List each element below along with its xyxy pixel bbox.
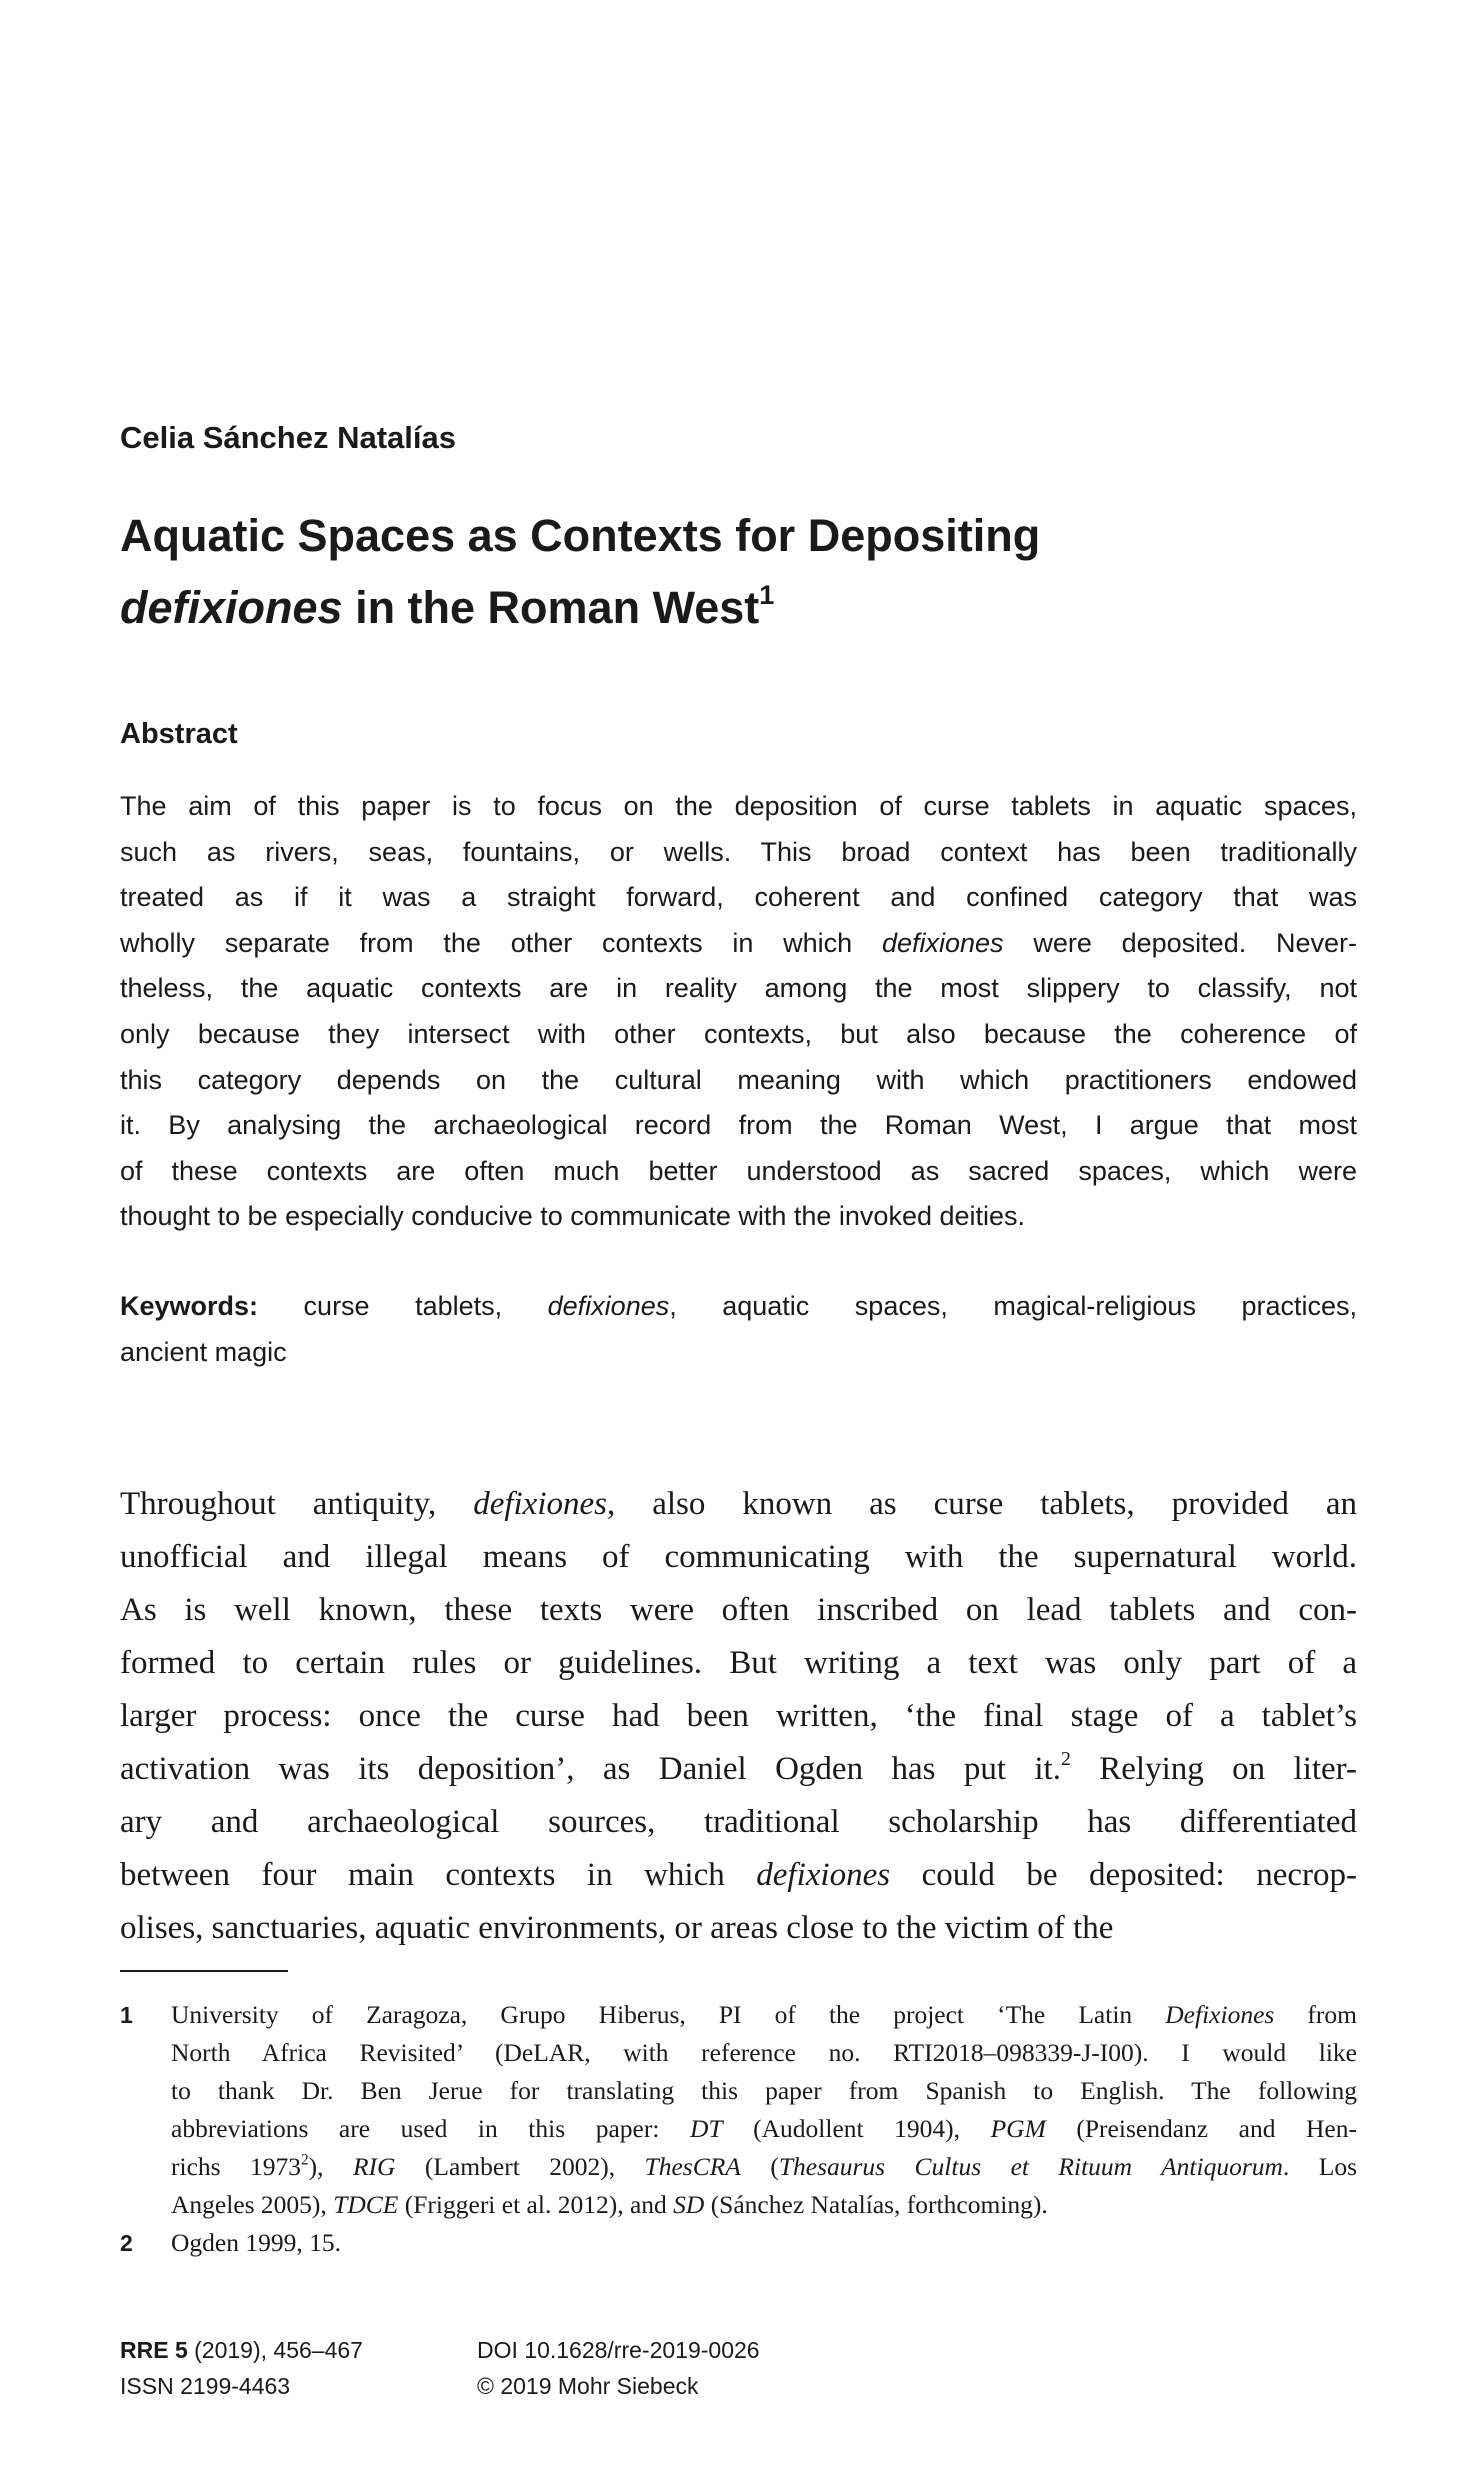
- text-segment: defixiones: [756, 1857, 891, 1893]
- text-segment: were deposited. Never-: [1003, 927, 1357, 958]
- text-segment: SD: [673, 2190, 705, 2219]
- text-segment: The aim of this paper is to focus on the deposition of curse tablets in aquatic spaces,: [120, 791, 1357, 821]
- text-segment: olises, sanctuaries, aquatic environments, or areas close to the victim of the: [120, 1910, 1114, 1946]
- text-line: [120, 1637, 1357, 1690]
- footnote-number: 1: [120, 2002, 133, 2028]
- text-segment: (Preisendanz and Hen-: [1045, 2114, 1357, 2143]
- text-line: [120, 1531, 1357, 1584]
- text-line: [120, 875, 1357, 921]
- text-segment: formed to certain rules or guidelines. But writing a text was only part of a: [120, 1645, 1357, 1681]
- footnote-text: [171, 2224, 1357, 2262]
- title-line-1: Aquatic Spaces as Contexts for Depositing: [120, 510, 1041, 561]
- text-segment: Ogden 1999, 15.: [171, 2228, 341, 2257]
- text-line: [120, 1149, 1357, 1195]
- text-segment: Thesaurus Cultus et Rituum Antiquorum: [778, 2152, 1283, 2181]
- text-segment: this category depends on the cultural meaning with which practitioners endowed: [120, 1064, 1357, 1095]
- text-line: [171, 2110, 1357, 2148]
- text-line: [120, 1012, 1357, 1058]
- text-line: [120, 1058, 1357, 1104]
- publication-footer: [120, 2332, 760, 2404]
- text-segment: (Sánchez Natalías, forthcoming).: [704, 2190, 1048, 2219]
- text-segment: of these contexts are often much better understood as sacred spaces, which were: [120, 1155, 1357, 1186]
- title-line-2: [120, 572, 1040, 644]
- text-line: [120, 1849, 1357, 1902]
- text-segment: activation was its deposition’, as Daniel Ogden has put it.: [120, 1751, 1061, 1787]
- doi-block: [477, 2332, 760, 2404]
- text-line: [171, 2186, 1357, 2224]
- text-segment: thought to be especially conducive to communicate with the invoked deities.: [120, 1201, 1026, 1232]
- text-segment: treated as if it was a straight forward, coherent and confined category that was: [120, 882, 1357, 913]
- article-title: [120, 500, 1040, 644]
- footnote-2: [120, 2224, 1357, 2262]
- text-segment: defixiones: [881, 927, 1004, 958]
- text-line: [120, 1743, 1357, 1796]
- text-segment: Defixiones: [1165, 2000, 1275, 2029]
- footnote-reference[interactable]: 2: [1060, 1748, 1071, 1771]
- text-segment: . Los: [1282, 2152, 1357, 2181]
- text-segment: only because they intersect with other contexts, but also because the coherence of: [120, 1018, 1357, 1049]
- text-segment: from: [1274, 2000, 1357, 2029]
- text-segment: DT: [689, 2114, 723, 2143]
- text-segment: ancient magic: [120, 1336, 287, 1367]
- text-segment: (Audollent 1904),: [722, 2114, 991, 2143]
- text-segment: As is well known, these texts were often inscribed on lead tablets and con-: [120, 1592, 1357, 1628]
- text-segment: abbreviations are used in this paper:: [171, 2114, 690, 2143]
- title-rest: in the Roman West: [342, 582, 760, 633]
- text-line: [120, 1284, 1357, 1330]
- text-segment: such as rivers, seas, fountains, or wells. This broad context has been traditionally: [120, 836, 1357, 867]
- footnote-1: [120, 1996, 1357, 2224]
- text-segment: between four main contexts in which: [120, 1857, 757, 1893]
- text-line: [171, 2148, 1357, 2186]
- text-segment: to thank Dr. Ben Jerue for translating this paper from Spanish to English. The following: [171, 2076, 1357, 2105]
- footnote-text: [171, 1996, 1357, 2224]
- text-segment: wholly separate from the other contexts in which: [120, 927, 882, 958]
- keywords: [120, 1284, 1357, 1375]
- abstract-text: [120, 784, 1357, 1240]
- text-segment: (Friggeri et al. 2012), and: [398, 2190, 674, 2219]
- text-segment: Throughout antiquity,: [120, 1486, 474, 1522]
- text-line: [120, 830, 1357, 876]
- text-line: [120, 1330, 1357, 1376]
- text-line: [120, 1690, 1357, 1743]
- text-segment: larger process: once the curse had been written, ‘the final stage of a tablet’s: [120, 1698, 1357, 1734]
- footnote-reference[interactable]: 2: [301, 2151, 309, 2169]
- text-segment: curse tablets,: [258, 1291, 548, 1321]
- body-text: [120, 1478, 1357, 1955]
- text-segment: could be deposited: necrop-: [890, 1857, 1357, 1893]
- journal-volume: RRE 5: [120, 2337, 188, 2363]
- text-line: [120, 1584, 1357, 1637]
- journal-citation: [120, 2332, 363, 2368]
- text-line: [120, 1902, 1357, 1955]
- text-segment: ),: [308, 2152, 353, 2181]
- text-line: [120, 966, 1357, 1012]
- text-segment: theless, the aquatic contexts are in reality among the most slippery to classify, not: [120, 973, 1357, 1004]
- text-segment: , also known as curse tablets, provided an: [607, 1486, 1358, 1522]
- text-segment: Angeles 2005),: [171, 2190, 334, 2219]
- title-italic-term: defixiones: [120, 582, 343, 633]
- text-segment: defixiones: [547, 1291, 670, 1321]
- abstract-heading: Abstract: [120, 718, 238, 750]
- copyright: © 2019 Mohr Siebeck: [477, 2373, 699, 2399]
- text-segment: University of Zaragoza, Grupo Hiberus, PI of the project ‘The Latin: [171, 2000, 1166, 2029]
- text-segment: ary and archaeological sources, traditional scholarship has differentiated: [120, 1804, 1357, 1840]
- text-segment: richs 1973: [171, 2152, 302, 2181]
- text-line: [120, 1478, 1357, 1531]
- author-name: Celia Sánchez Natalías: [120, 420, 456, 455]
- text-segment: unofficial and illegal means of communicating with the supernatural world.: [120, 1539, 1357, 1575]
- text-segment: TDCE: [333, 2190, 399, 2219]
- text-line: [171, 1996, 1357, 2034]
- text-segment: defixiones: [473, 1486, 607, 1522]
- volume-pages: (2019), 456–467: [187, 2337, 363, 2363]
- footnote-number: 2: [120, 2230, 133, 2256]
- text-line: [120, 921, 1357, 967]
- text-line: [120, 1194, 1357, 1240]
- text-segment: Relying on liter-: [1070, 1751, 1357, 1787]
- text-line: [171, 2034, 1357, 2072]
- text-line: [120, 1103, 1357, 1149]
- text-line: [171, 2224, 1357, 2262]
- footnote-divider: [120, 1970, 288, 1972]
- title-footnote-mark[interactable]: 1: [759, 580, 775, 611]
- text-segment: ThesCRA: [644, 2152, 741, 2181]
- text-segment: RIG: [352, 2152, 396, 2181]
- keywords-label: Keywords:: [120, 1291, 259, 1321]
- issn: ISSN 2199-4463: [120, 2373, 291, 2399]
- text-line: [120, 784, 1357, 830]
- doi[interactable]: DOI 10.1628/rre-2019-0026: [477, 2337, 760, 2363]
- text-segment: (Lambert 2002),: [395, 2152, 645, 2181]
- text-segment: PGM: [990, 2114, 1046, 2143]
- text-line: [171, 2072, 1357, 2110]
- text-segment: North Africa Revisited’ (DeLAR, with reference no. RTI2018–098339-J-I00). I would like: [171, 2038, 1357, 2067]
- text-segment: it. By analysing the archaeological record from the Roman West, I argue that most: [120, 1110, 1357, 1141]
- text-line: [120, 1796, 1357, 1849]
- text-segment: , aquatic spaces, magical-religious practices,: [669, 1291, 1357, 1321]
- text-segment: (: [740, 2152, 779, 2181]
